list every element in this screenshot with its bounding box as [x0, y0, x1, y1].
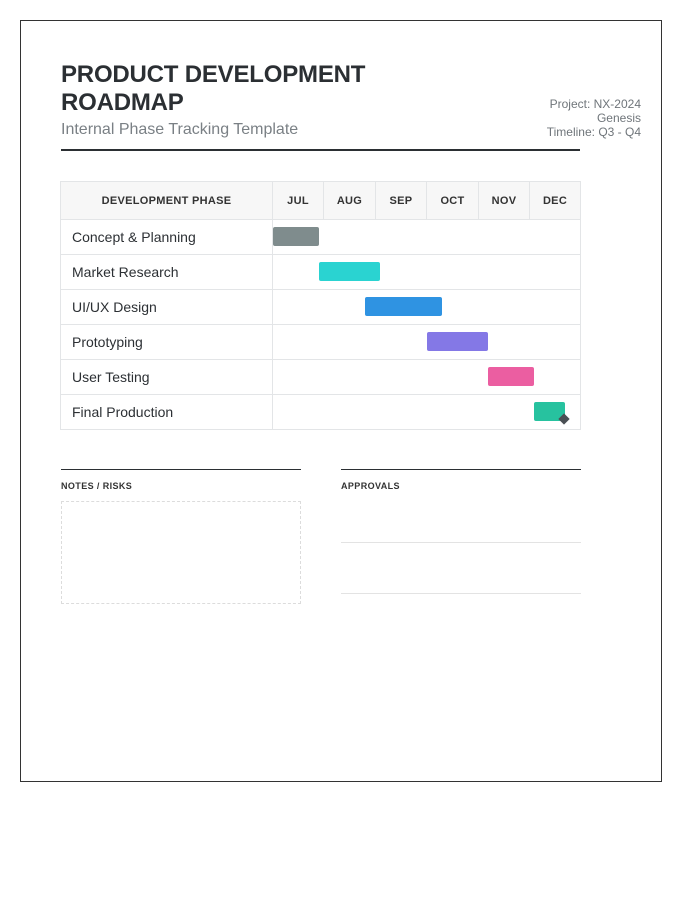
timeline-track — [273, 290, 581, 325]
header-divider — [61, 149, 580, 151]
notes-divider — [61, 469, 301, 470]
approval-signature-line[interactable] — [341, 593, 581, 594]
timeline-track — [273, 255, 581, 290]
month-header: DEC — [530, 182, 581, 220]
notes-label: NOTES / RISKS — [61, 481, 133, 491]
notes-box[interactable] — [61, 501, 301, 604]
gantt-row — [61, 325, 581, 360]
phase-name: User Testing — [61, 360, 273, 395]
gantt-table — [60, 181, 581, 430]
month-header: JUL — [273, 182, 324, 220]
approvals-label: APPROVALS — [341, 481, 400, 491]
project-timeline: Timeline: Q3 - Q4 — [546, 125, 641, 139]
gantt-row — [61, 360, 581, 395]
timeline-track — [273, 360, 581, 395]
page-subtitle: Internal Phase Tracking Template — [61, 121, 299, 138]
month-header: AUG — [324, 182, 376, 220]
approval-signature-line[interactable] — [341, 542, 581, 543]
timeline-track — [273, 325, 581, 360]
phase-bar[interactable] — [488, 367, 534, 386]
gantt-row — [61, 255, 581, 290]
phase-bar[interactable] — [427, 332, 488, 351]
month-header: SEP — [376, 182, 427, 220]
gantt-header-row — [61, 182, 581, 220]
gantt-row — [61, 220, 581, 255]
gantt-row — [61, 290, 581, 325]
timeline-track — [273, 395, 581, 430]
phase-column-header: DEVELOPMENT PHASE — [61, 182, 273, 220]
phase-bar[interactable] — [273, 227, 319, 246]
project-id: Project: NX-2024 — [549, 97, 641, 111]
phase-name: Concept & Planning — [61, 220, 273, 255]
project-name: Genesis — [596, 111, 641, 125]
phase-bar[interactable] — [319, 262, 380, 281]
approvals-divider — [341, 469, 581, 470]
timeline-track — [273, 220, 581, 255]
project-meta — [501, 97, 641, 139]
page-title: PRODUCT DEVELOPMENT ROADMAP — [61, 61, 366, 116]
phase-name: Market Research — [61, 255, 273, 290]
phase-name: UI/UX Design — [61, 290, 273, 325]
gantt-row — [61, 395, 581, 430]
phase-name: Prototyping — [61, 325, 273, 360]
month-header: OCT — [427, 182, 479, 220]
phase-bar[interactable] — [365, 297, 442, 316]
phase-name: Final Production — [61, 395, 273, 430]
month-header: NOV — [479, 182, 530, 220]
